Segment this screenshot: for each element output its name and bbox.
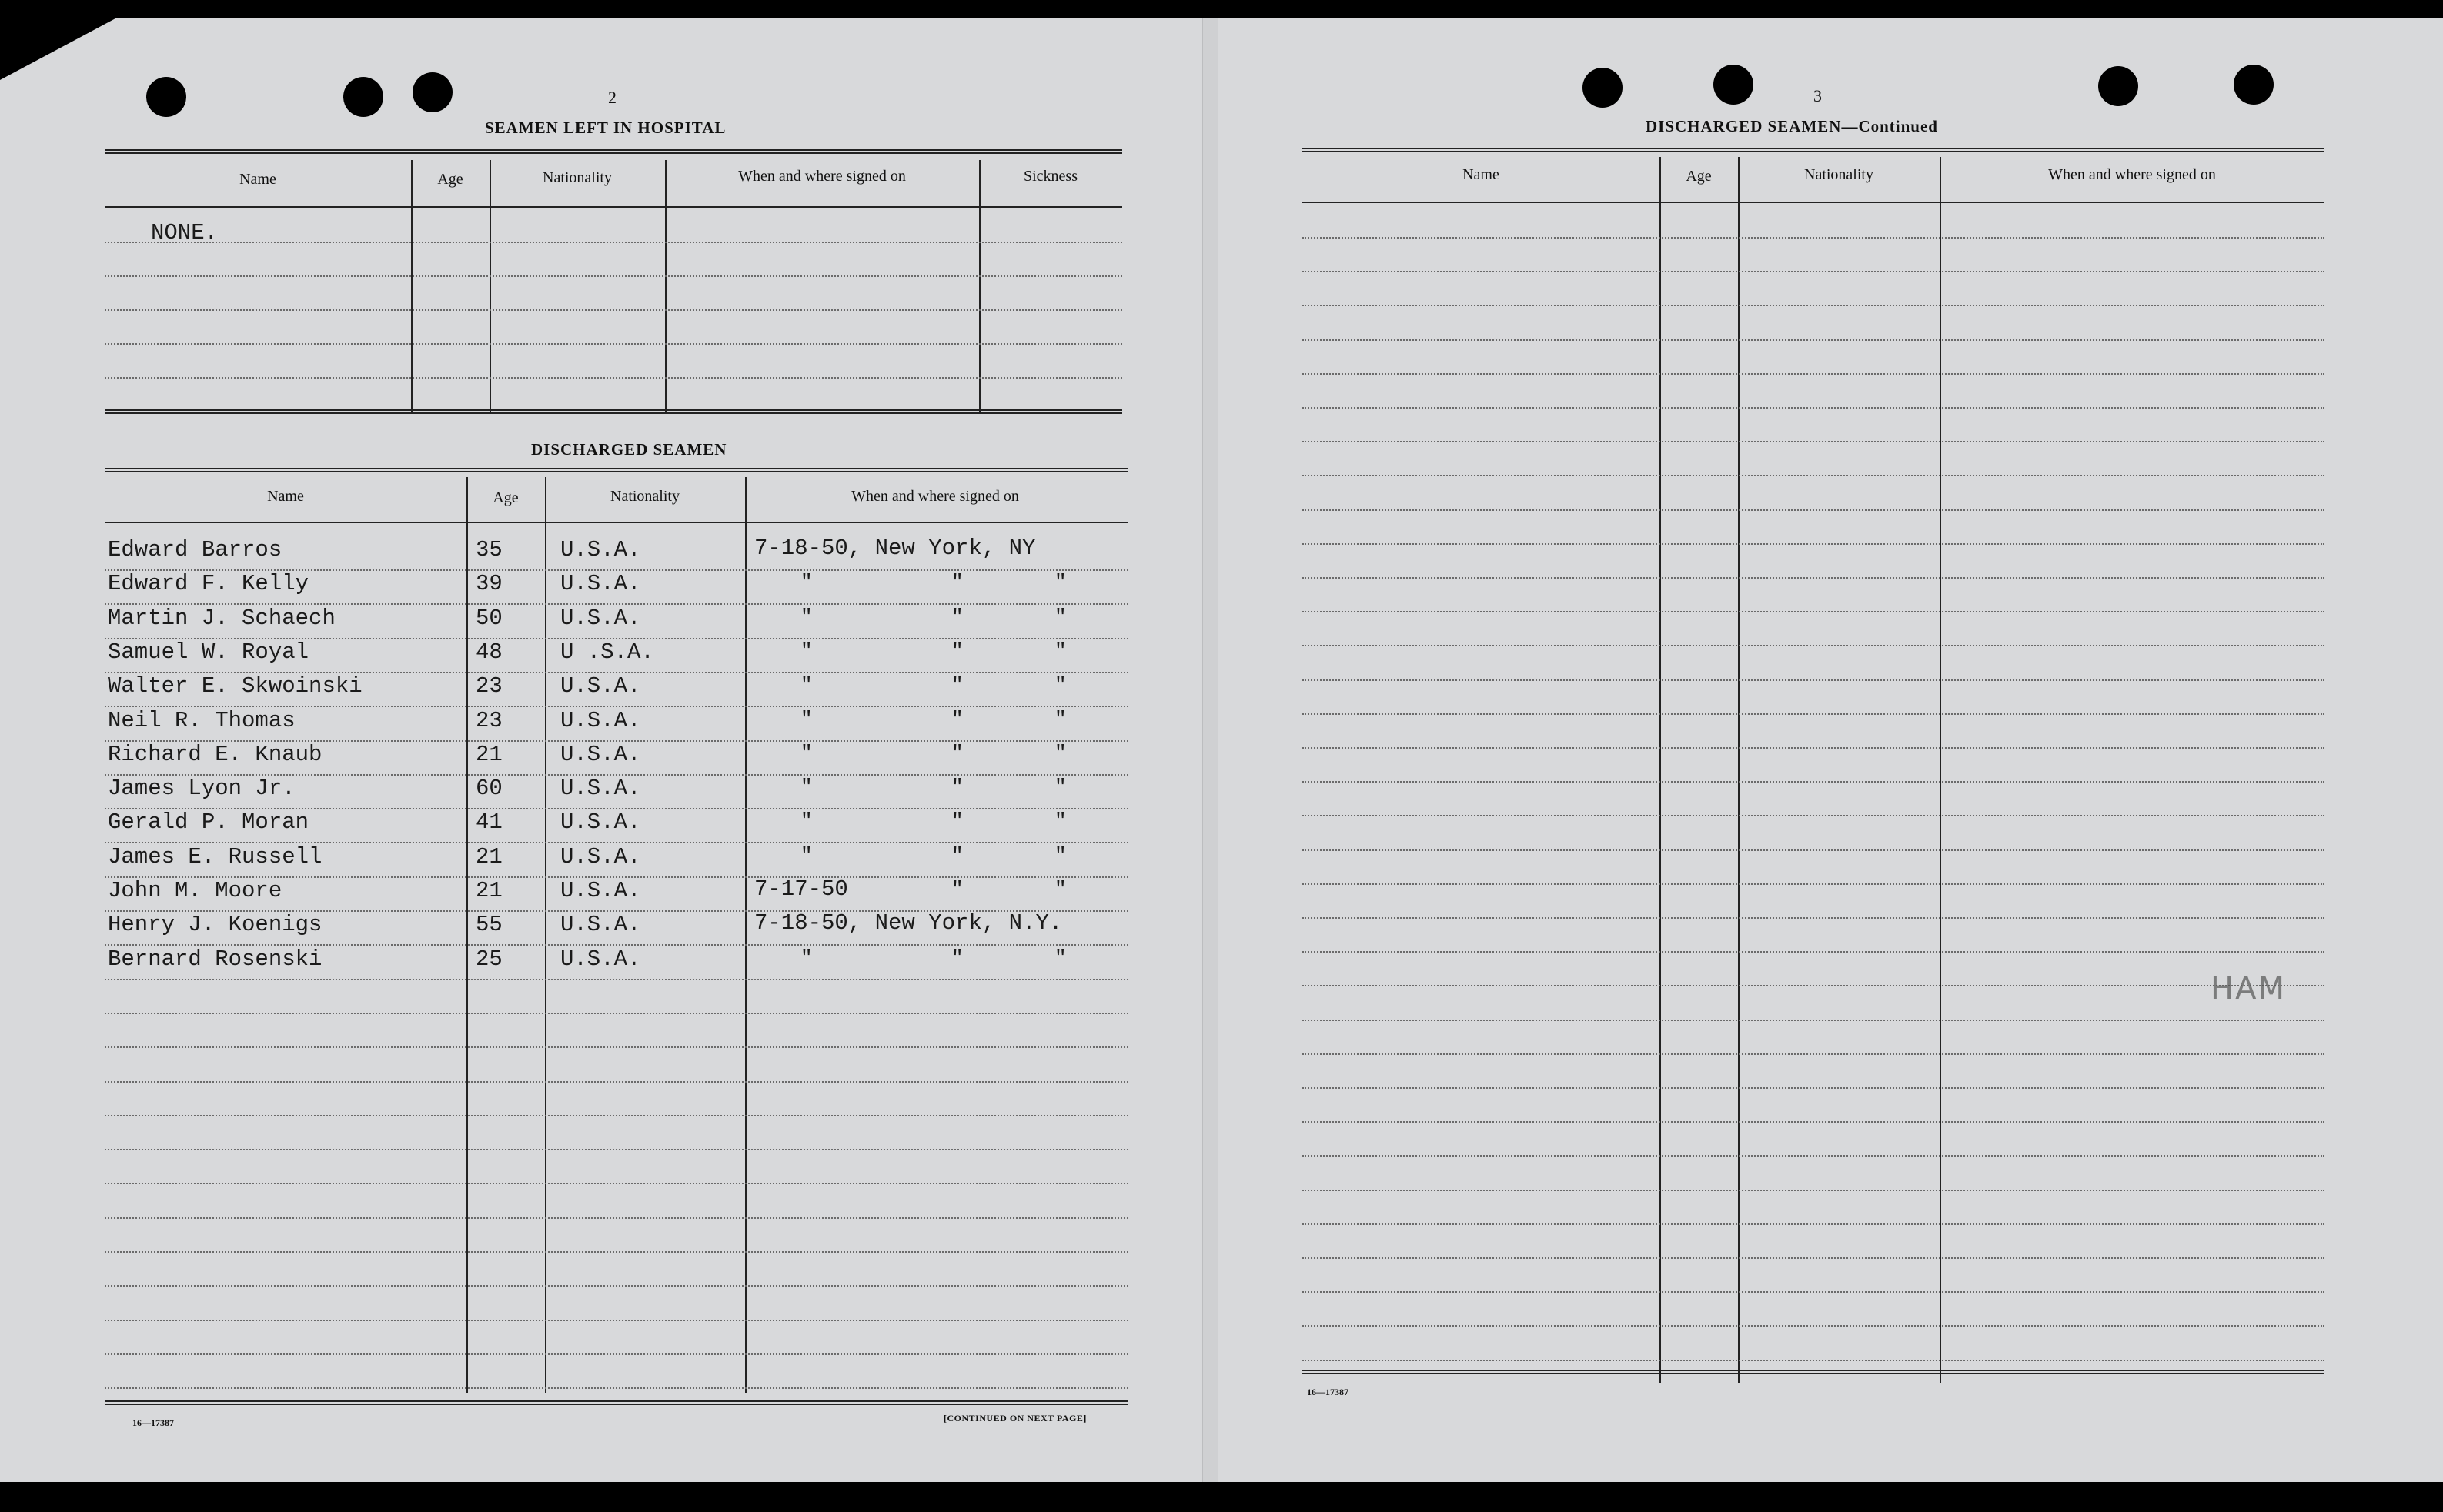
faint-stamp: HAM (2211, 971, 2286, 1006)
continued-section-title: DISCHARGED SEAMEN—Continued (1646, 117, 1938, 135)
seaman-name: Bernard Rosenski (108, 946, 323, 972)
left-page (0, 18, 1202, 1482)
ruled-line (105, 842, 1128, 843)
column-header-signed-on: When and where signed on (851, 488, 1019, 505)
seaman-age: 21 (476, 741, 503, 767)
ditto-mark: " (800, 741, 813, 765)
seaman-nationality: U.S.A. (560, 878, 641, 903)
seaman-nationality: U .S.A. (560, 639, 654, 665)
ditto-mark: " (951, 946, 964, 970)
column-header-signed-on: When and where signed on (738, 168, 906, 185)
seaman-name: Gerald P. Moran (108, 809, 309, 836)
ditto-mark: " (800, 707, 813, 731)
punch-hole (1713, 65, 1753, 105)
ruled-line (1302, 883, 2324, 885)
ditto-mark: " (1054, 571, 1067, 595)
ditto-mark: " (800, 639, 813, 663)
punch-hole (1582, 68, 1623, 108)
column-divider (490, 160, 491, 414)
punch-hole (413, 72, 453, 112)
ruled-line (1302, 1325, 2324, 1327)
column-divider (1738, 157, 1740, 1383)
ruled-line (105, 242, 1122, 243)
ditto-mark: " (951, 776, 964, 799)
ditto-mark: " (1054, 707, 1067, 731)
ruled-line (1302, 577, 2324, 579)
seaman-name: Henry J. Koenigs (108, 912, 323, 938)
column-divider (1940, 157, 1941, 1383)
column-header-name: Name (267, 488, 304, 505)
seaman-age: 23 (476, 673, 503, 699)
ruled-line (1302, 1257, 2324, 1259)
ruled-line (1302, 781, 2324, 783)
column-divider (545, 477, 546, 1393)
ruled-line (105, 740, 1128, 742)
ruled-line (1302, 985, 2324, 986)
right-page (1218, 18, 2443, 1482)
ruled-line (1302, 611, 2324, 612)
seaman-name: Walter E. Skwoinski (108, 673, 363, 699)
ruled-line (1302, 1190, 2324, 1191)
ditto-mark: " (800, 946, 813, 970)
ruled-line (105, 343, 1122, 345)
seaman-age: 55 (476, 912, 503, 938)
ditto-mark: " (800, 776, 813, 799)
seaman-name: Edward F. Kelly (108, 571, 309, 597)
ruled-line (105, 876, 1128, 878)
ruled-line (105, 944, 1128, 946)
header-rule (1302, 202, 2324, 203)
seaman-nationality: U.S.A. (560, 537, 641, 562)
ditto-mark: " (1054, 741, 1067, 765)
seaman-signed-on: 7-17-50 (754, 876, 848, 902)
ruled-line (1302, 237, 2324, 239)
ruled-line (1302, 271, 2324, 272)
column-header-name: Name (239, 171, 276, 188)
ruled-line (1302, 1087, 2324, 1089)
header-rule (105, 522, 1128, 523)
form-number: 16—17387 (1307, 1387, 1348, 1397)
seaman-nationality: U.S.A. (560, 571, 641, 597)
seaman-nationality: U.S.A. (560, 741, 641, 767)
table-bottom-rule (105, 1400, 1128, 1405)
ruled-line (1302, 339, 2324, 341)
seaman-age: 21 (476, 843, 503, 869)
column-divider (1659, 157, 1661, 1383)
hospital-section-title: SEAMEN LEFT IN HOSPITAL (485, 118, 727, 137)
form-number: 16—17387 (132, 1417, 174, 1428)
ledger-sheet (0, 18, 2443, 1482)
ditto-mark: " (1054, 809, 1067, 833)
page-gutter (1202, 18, 1218, 1482)
table-top-rule (105, 468, 1128, 472)
ruled-line (1302, 815, 2324, 816)
ditto-mark: " (1054, 946, 1067, 970)
ruled-line (1302, 917, 2324, 919)
seaman-nationality: U.S.A. (560, 946, 641, 972)
ditto-mark: " (951, 605, 964, 629)
ditto-mark: " (800, 605, 813, 629)
column-header-age: Age (493, 489, 519, 506)
ditto-mark: " (800, 843, 813, 867)
ruled-line (1302, 1291, 2324, 1293)
ruled-line (1302, 441, 2324, 442)
ditto-mark: " (1054, 605, 1067, 629)
column-header-name: Name (1462, 166, 1499, 183)
seaman-name: John M. Moore (108, 878, 282, 903)
ruled-line (105, 309, 1122, 311)
ruled-line (1302, 407, 2324, 409)
seaman-nationality: U.S.A. (560, 707, 641, 733)
ruled-line (105, 1081, 1128, 1083)
ditto-mark: " (951, 741, 964, 765)
column-header-age: Age (437, 171, 463, 188)
ruled-line (105, 1320, 1128, 1321)
ruled-line (105, 1353, 1128, 1355)
table-top-rule (105, 149, 1122, 154)
ruled-line (1302, 1223, 2324, 1225)
ditto-mark: " (951, 707, 964, 731)
page-number: 3 (1813, 86, 1822, 105)
hospital-entry: NONE. (151, 220, 219, 245)
seaman-name: James Lyon Jr. (108, 776, 296, 802)
seaman-name: Martin J. Schaech (108, 605, 336, 631)
seaman-age: 35 (476, 537, 503, 562)
ruled-line (105, 1285, 1128, 1287)
seaman-nationality: U.S.A. (560, 912, 641, 938)
ruled-line (105, 1387, 1128, 1389)
ditto-mark: " (1054, 843, 1067, 867)
column-divider (411, 160, 413, 414)
table-bottom-rule (1302, 1370, 2324, 1374)
seaman-nationality: U.S.A. (560, 673, 641, 699)
ruled-line (105, 1183, 1128, 1184)
ruled-line (105, 1217, 1128, 1219)
seaman-nationality: U.S.A. (560, 809, 641, 836)
header-rule (105, 206, 1122, 208)
ditto-mark: " (951, 639, 964, 663)
column-divider (466, 477, 468, 1393)
punch-hole (146, 77, 186, 117)
ruled-line (1302, 1155, 2324, 1157)
column-divider (665, 160, 667, 414)
ruled-line (1302, 713, 2324, 715)
punch-hole (2234, 65, 2274, 105)
ditto-mark: " (951, 673, 964, 697)
ruled-line (105, 672, 1128, 673)
seaman-age: 21 (476, 878, 503, 903)
ditto-mark: " (1054, 639, 1067, 663)
seaman-age: 23 (476, 707, 503, 733)
ruled-line (1302, 1121, 2324, 1123)
seaman-age: 50 (476, 605, 503, 631)
ruled-line (1302, 849, 2324, 851)
ruled-line (105, 808, 1128, 809)
seaman-name: James E. Russell (108, 843, 323, 869)
column-header-nationality: Nationality (1804, 166, 1873, 183)
ruled-line (105, 275, 1122, 277)
page-number: 2 (608, 88, 617, 107)
seaman-signed-on: 7-18-50, New York, N.Y. (754, 910, 1063, 936)
ruled-line (1302, 645, 2324, 646)
column-header-age: Age (1686, 168, 1712, 185)
seaman-nationality: U.S.A. (560, 605, 641, 631)
ditto-mark: " (951, 571, 964, 595)
seaman-age: 39 (476, 571, 503, 597)
ruled-line (105, 569, 1128, 571)
ruled-line (105, 377, 1122, 379)
ruled-line (105, 1046, 1128, 1048)
column-header-nationality: Nationality (543, 169, 612, 186)
seaman-nationality: U.S.A. (560, 843, 641, 869)
ruled-line (105, 603, 1128, 605)
ruled-line (1302, 475, 2324, 476)
ruled-line (105, 774, 1128, 776)
seaman-age: 48 (476, 639, 503, 665)
seaman-age: 41 (476, 809, 503, 836)
table-top-rule (1302, 148, 2324, 152)
ruled-line (1302, 679, 2324, 681)
ruled-line (105, 1149, 1128, 1150)
ditto-mark: " (951, 878, 964, 901)
ruled-line (1302, 1360, 2324, 1361)
seaman-signed-on: 7-18-50, New York, NY (754, 536, 1036, 561)
seaman-name: Richard E. Knaub (108, 741, 323, 767)
seaman-name: Neil R. Thomas (108, 707, 296, 733)
ruled-line (1302, 1053, 2324, 1055)
column-header-sickness: Sickness (1024, 168, 1078, 185)
seaman-name: Edward Barros (108, 537, 282, 562)
ditto-mark: " (800, 809, 813, 833)
ruled-line (1302, 305, 2324, 306)
ditto-mark: " (800, 571, 813, 595)
discharged-section-title: DISCHARGED SEAMEN (531, 440, 727, 459)
seaman-age: 25 (476, 946, 503, 972)
ruled-line (1302, 543, 2324, 545)
seaman-nationality: U.S.A. (560, 776, 641, 802)
ruled-line (105, 1115, 1128, 1116)
column-header-nationality: Nationality (610, 488, 680, 505)
seaman-name: Samuel W. Royal (108, 639, 309, 665)
column-header-signed-on: When and where signed on (2048, 166, 2216, 183)
ruled-line (1302, 747, 2324, 749)
ruled-line (105, 1251, 1128, 1253)
ruled-line (1302, 951, 2324, 953)
ruled-line (105, 1013, 1128, 1014)
table-bottom-rule (105, 409, 1122, 414)
column-divider (979, 160, 981, 414)
continued-note: [CONTINUED ON NEXT PAGE] (944, 1413, 1087, 1424)
ruled-line (105, 910, 1128, 912)
ruled-line (1302, 509, 2324, 511)
ditto-mark: " (1054, 878, 1067, 901)
column-divider (745, 477, 747, 1393)
ruled-line (1302, 1020, 2324, 1021)
punch-hole (2098, 66, 2138, 106)
ruled-line (105, 706, 1128, 707)
ditto-mark: " (951, 809, 964, 833)
ditto-mark: " (1054, 673, 1067, 697)
punch-hole (343, 77, 383, 117)
ruled-line (105, 979, 1128, 980)
seaman-age: 60 (476, 776, 503, 802)
ditto-mark: " (1054, 776, 1067, 799)
ruled-line (105, 638, 1128, 639)
ruled-line (1302, 373, 2324, 375)
ditto-mark: " (800, 673, 813, 697)
ditto-mark: " (951, 843, 964, 867)
